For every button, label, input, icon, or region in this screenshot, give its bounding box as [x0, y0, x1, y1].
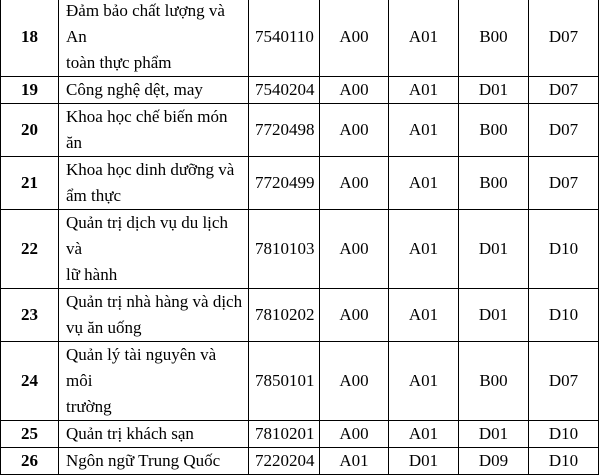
- table-row: [1, 421, 599, 448]
- subject-combination: D07: [529, 157, 599, 210]
- subject-combination: A00: [320, 157, 389, 210]
- subject-combination: B00: [459, 342, 529, 421]
- subject-combination: D10: [529, 421, 599, 448]
- major-name-line: Công nghệ dệt, may: [66, 80, 203, 99]
- major-name-line: Quản trị nhà hàng và dịch: [66, 292, 243, 311]
- major-code: 7540110: [249, 0, 320, 77]
- table-row: [1, 448, 599, 475]
- subject-combination: D10: [529, 448, 599, 475]
- major-name: [59, 0, 249, 77]
- subject-combination: A01: [389, 289, 459, 342]
- major-name: [59, 289, 249, 342]
- subject-combination: A00: [320, 210, 389, 289]
- row-number: 21: [1, 157, 59, 210]
- major-name-line: Ngôn ngữ Trung Quốc: [66, 451, 221, 470]
- major-name-line: vụ ăn uống: [66, 318, 142, 337]
- subject-combination: A01: [389, 342, 459, 421]
- row-number: 19: [1, 77, 59, 104]
- major-code: 7850101: [249, 342, 320, 421]
- subject-combination: D07: [529, 104, 599, 157]
- subject-combination: A00: [320, 0, 389, 77]
- major-name-line: Đảm bảo chất lượng và An: [66, 1, 225, 46]
- row-number: 26: [1, 448, 59, 475]
- row-number: 24: [1, 342, 59, 421]
- major-code: 7540204: [249, 77, 320, 104]
- major-name-line: Quản trị dịch vụ du lịch và: [66, 213, 228, 258]
- table-row: [1, 104, 599, 157]
- row-number: 20: [1, 104, 59, 157]
- major-name-line: lữ hành: [66, 265, 118, 284]
- subject-combination: A00: [320, 342, 389, 421]
- major-code: 7720499: [249, 157, 320, 210]
- row-number: 18: [1, 0, 59, 77]
- major-code: 7220204: [249, 448, 320, 475]
- subject-combination: A01: [389, 421, 459, 448]
- subject-combination: A00: [320, 104, 389, 157]
- subject-combination: D07: [529, 0, 599, 77]
- major-name-line: ẩm thực: [66, 186, 122, 205]
- table-row: [1, 210, 599, 289]
- major-name-line: trường: [66, 397, 112, 416]
- major-name-line: Khoa học dinh dưỡng và: [66, 160, 235, 179]
- major-code: 7810201: [249, 421, 320, 448]
- row-number: 23: [1, 289, 59, 342]
- subject-combination: A01: [389, 77, 459, 104]
- subject-combination: D07: [529, 77, 599, 104]
- subject-combination: D01: [389, 448, 459, 475]
- subject-combination: A01: [320, 448, 389, 475]
- subject-combination: D01: [459, 421, 529, 448]
- table-row: [1, 0, 599, 77]
- subject-combination: D01: [459, 289, 529, 342]
- major-name-line: Quản trị khách sạn: [66, 424, 194, 443]
- subject-combination: D07: [529, 342, 599, 421]
- subject-combination: D01: [459, 210, 529, 289]
- subject-combination: D09: [459, 448, 529, 475]
- table-row: [1, 342, 599, 421]
- table-row: [1, 77, 599, 104]
- table-body: [1, 0, 599, 475]
- major-name: [59, 342, 249, 421]
- major-code: 7720498: [249, 104, 320, 157]
- subject-combination: A01: [389, 157, 459, 210]
- major-name: [59, 104, 249, 157]
- subject-combination: A00: [320, 289, 389, 342]
- table-row: [1, 157, 599, 210]
- major-code: 7810103: [249, 210, 320, 289]
- subject-combination: A01: [389, 0, 459, 77]
- major-name: [59, 77, 249, 104]
- major-code: 7810202: [249, 289, 320, 342]
- subject-combination: A00: [320, 421, 389, 448]
- subject-combination: B00: [459, 157, 529, 210]
- subject-combination: D10: [529, 289, 599, 342]
- subject-combination: A01: [389, 210, 459, 289]
- subject-combination: D01: [459, 77, 529, 104]
- major-name-line: Quản lý tài nguyên và môi: [66, 345, 217, 390]
- major-name-line: toàn thực phẩm: [66, 53, 172, 72]
- major-name: [59, 210, 249, 289]
- row-number: 25: [1, 421, 59, 448]
- subject-combination: D10: [529, 210, 599, 289]
- major-name: [59, 157, 249, 210]
- table-row: [1, 289, 599, 342]
- subject-combination: B00: [459, 0, 529, 77]
- major-name-line: Khoa học chế biến món ăn: [66, 107, 228, 152]
- major-name: [59, 448, 249, 475]
- major-name: [59, 421, 249, 448]
- subject-combination: B00: [459, 104, 529, 157]
- row-number: 22: [1, 210, 59, 289]
- subject-combination: A01: [389, 104, 459, 157]
- subject-combination: A00: [320, 77, 389, 104]
